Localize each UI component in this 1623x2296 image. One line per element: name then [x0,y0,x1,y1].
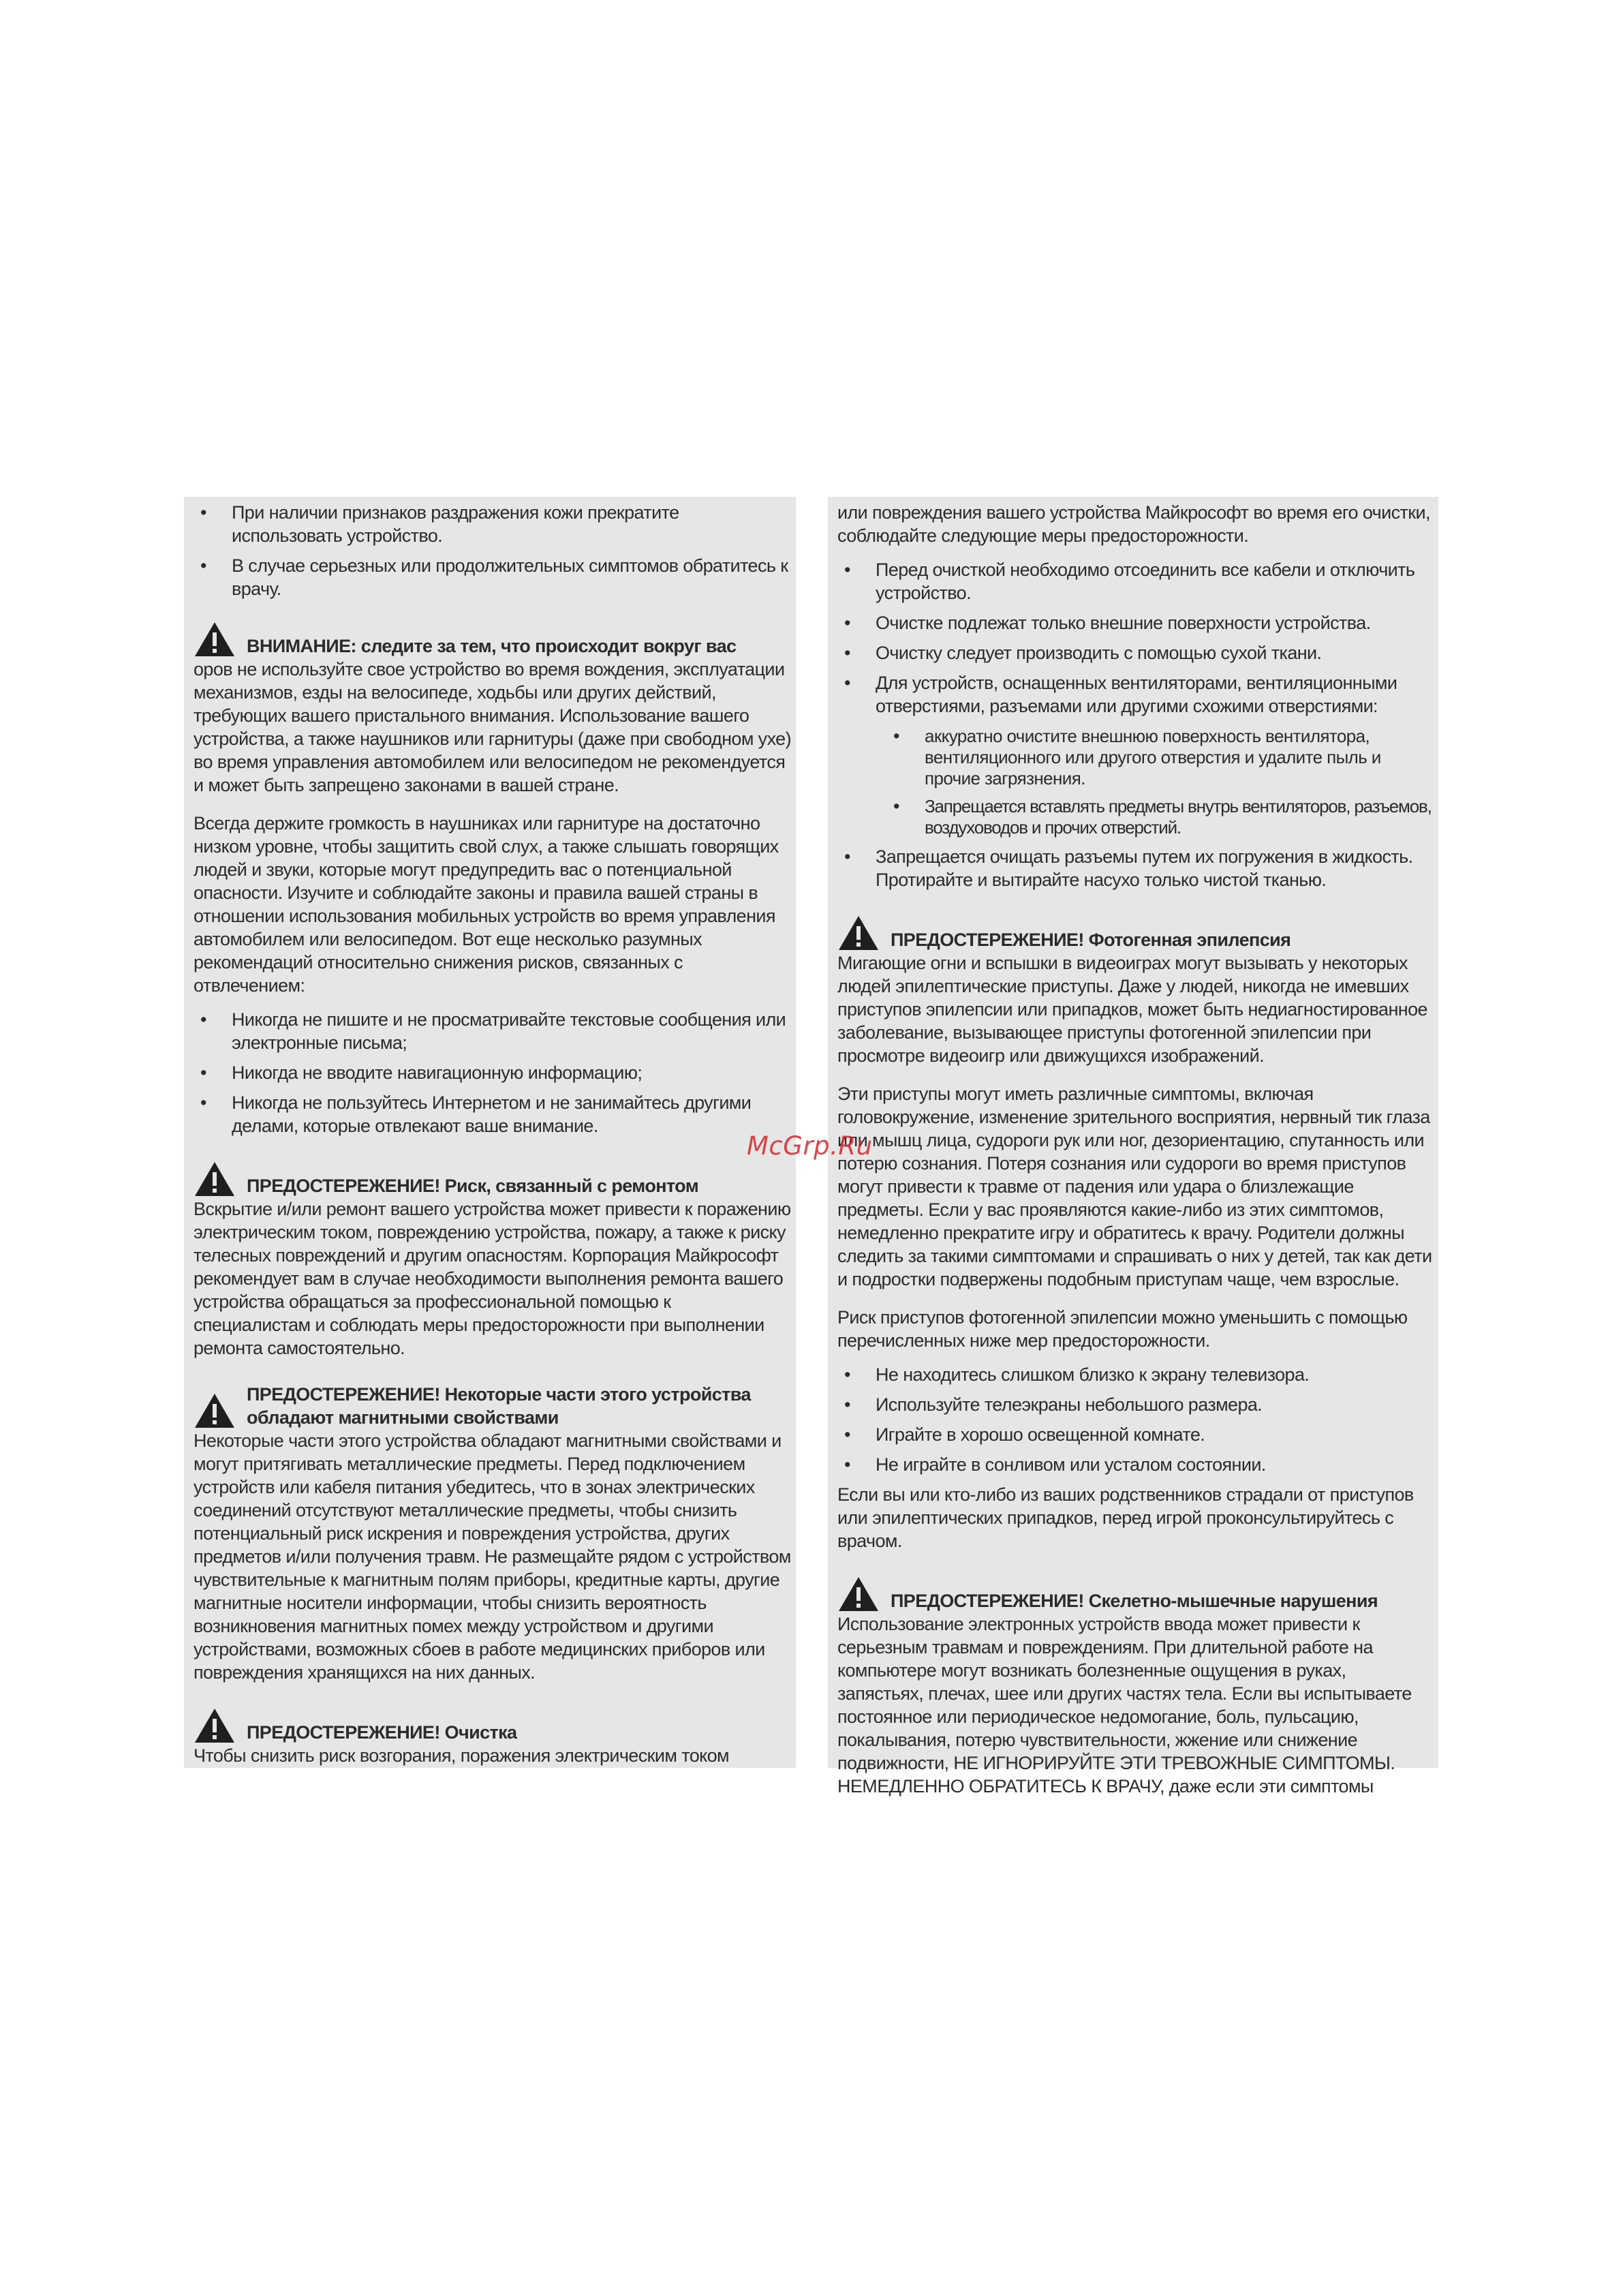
magnetic-paragraph: Некоторые части этого устройства обладают магнитными свойствами и могут притягивать металлические предметы. Перед подключением устройств или кабеля питания убедитесь, что в зонах электрических соединений отсутствуют металлические предметы, чтобы снизить потенциальный риск искрения и повреждения устройства, других предметов и/или получения травм. Не размещайте рядом с устройством чувствительные к магнитным полям приборы, кредитные карты, другие магнитные носители информации, чтобы снизить вероятность возникновения магнитных помех между устройством и другими устройствами, возможных сбоев в работе медицинских приборов или повреждения хранящихся на них данных. [194,1430,791,1683]
epilepsy-paragraph: Если вы или кто-либо из ваших родственников страдали от приступов или эпилептических припадков, перед игрой проконсультируйтесь с врачом. [837,1484,1414,1551]
warning-triangle-icon [837,915,880,951]
list-item: • Перед очисткой необходимо отсоединить все кабели и отключить устройство. [837,558,1434,604]
epilepsy-heading: ПРЕДОСТЕРЕЖЕНИЕ! Фотогенная эпилепсия [837,915,1434,951]
list-item: • При наличии признаков раздражения кожи прекратите использовать устройство. [194,501,792,547]
list-item: • Очистке подлежат только внешние поверхности устройства. [837,611,1434,634]
watermark: McGrp.Ru [747,1131,873,1161]
list-item: • Используйте телеэкраны небольшого размера. [837,1393,1434,1416]
list-item: • Не играйте в сонливом или усталом состоянии. [837,1453,1434,1476]
distraction-list [194,1008,792,1137]
right-column [828,497,1438,1796]
list-item: • Играйте в хорошо освещенной комнате. [837,1423,1434,1446]
left-column [184,497,796,1768]
musculoskeletal-heading: ПРЕДОСТЕРЕЖЕНИЕ! Скелетно-мышечные нарушения [837,1576,1434,1612]
nested-list-item: • аккуратно очистите внешнюю поверхность вентилятора, вентиляционного или другого отверстия и удалите пыль и прочие загрязнения. [886,726,1434,789]
attention-paragraph: Всегда держите громкость в наушниках или гарнитуре на достаточно низком уровне, чтобы защитить свой слух, а также слышать говорящих людей и звуки, которые могут предупредить вас о потенциальной опасности. Изучите и соблюдайте законы и правила вашей страны в отношении использования мобильных устройств во время управления автомобилем или велосипедом. Вот еще несколько разумных рекомендаций относительно снижения рисков, связанных с отвлечением: [194,813,779,996]
list-item: • В случае серьезных или продолжительных симптомов обратитесь к врачу. [194,554,792,600]
cleaning-heading: ПРЕДОСТЕРЕЖЕНИЕ! Очистка [194,1707,792,1744]
list-item: • Запрещается очищать разъемы путем их погружения в жидкость. Протирайте и вытирайте насухо только чистой тканью. [837,845,1434,891]
warning-triangle-icon [194,621,236,658]
list-item: • Не находитесь слишком близко к экрану телевизора. [837,1363,1434,1386]
list-item [837,671,1434,838]
attention-paragraph: оров не используйте свое устройство во время вождения, эксплуатации механизмов, езды на велосипеде, ходьбы или других действий, требующих вашего пристального внимания. Использование вашего устройства, а также наушников или гарнитуры (даже при свободном ухе) во время управления автомобилем или велосипедом не рекомендуется и может быть запрещено законами в вашей стране. [194,659,791,795]
repair-paragraph: Вскрытие и/или ремонт вашего устройства может привести к поражению электрическим током, повреждению устройства, пожару, а также к риску телесных повреждений и другим опасностям. Корпорация Майкрософт рекомендует вам в случае необходимости выполнения ремонта вашего устройства обращаться за профессиональной помощью к специалистам и соблюдать меры предосторожности при выполнении ремонта самостоятельно. [194,1199,791,1358]
epilepsy-precautions-list [837,1363,1434,1476]
cleaning-list [837,558,1434,891]
nested-list [886,726,1434,838]
list-item: • Никогда не пользуйтесь Интернетом и не занимайтесь другими делами, которые отвлекают ваше внимание. [194,1091,792,1137]
repair-heading: ПРЕДОСТЕРЕЖЕНИЕ! Риск, связанный с ремонтом [194,1161,792,1197]
warning-triangle-icon [194,1707,236,1744]
warning-triangle-icon [194,1392,236,1429]
magnetic-heading: ПРЕДОСТЕРЕЖЕНИЕ! Некоторые части этого устройства обладают магнитными свойствами [194,1383,792,1429]
list-item: • Никогда не вводите навигационную информацию; [194,1061,792,1084]
musculoskeletal-paragraph: Использование электронных устройств ввода может привести к серьезным травмам и повреждениям. При длительной работе на компьютере могут возникать болезненные ощущения в руках, запястьях, плечах, шее или других частях тела. Если вы испытываете постоянное или периодическое недомогание, боль, пульсацию, покалывания, потерю чувствительности, жжение или снижение подвижности, НЕ ИГНОРИРУЙТЕ ЭТИ ТРЕВОЖНЫЕ СИМПТОМЫ. НЕМЕДЛЕННО ОБРАТИТЕСЬ К ВРАЧУ, даже если эти симптомы [837,1614,1412,1796]
list-item: • Никогда не пишите и не просматривайте текстовые сообщения или электронные письма; [194,1008,792,1054]
warning-triangle-icon [837,1576,880,1612]
nested-list-item: • Запрещается вставлять предметы внутрь вентиляторов, разъемов, воздуховодов и прочих отверстий. [886,796,1434,838]
warning-triangle-icon [194,1161,236,1197]
attention-heading: ВНИМАНИЕ: следите за тем, что происходит вокруг вас [194,621,792,658]
list-item-text: Для устройств, оснащенных вентиляторами, вентиляционными отверстиями, разъемами или другими схожими отверстиями: [876,673,1397,716]
skin-irritation-list [194,501,792,600]
cleaning-continuation: или повреждения вашего устройства Майкрософт во время его очистки, соблюдайте следующие меры предосторожности. [837,502,1430,546]
list-item: • Очистку следует производить с помощью сухой ткани. [837,641,1434,664]
epilepsy-paragraph: Эти приступы могут иметь различные симптомы, включая головокружение, изменение зрительного восприятия, нервный тик глаза или мышц лица, судороги рук или ног, дезориентацию, спутанность или потерю сознания. Потеря сознания или судороги во время приступов могут привести к травме от падения или удара о близлежащие предметы. Если у вас проявляются какие-либо из этих симптомов, немедленно прекратите игру и обратитесь к врачу. Родители должны следить за такими симптомами и спрашивать о них у детей, так как дети и подростки подвержены подобным приступам чаще, чем взрослые. [837,1084,1432,1289]
epilepsy-paragraph: Мигающие огни и вспышки в видеоиграх могут вызывать у некоторых людей эпилептические приступы. Даже у людей, никогда не имевших приступов эпилепсии или припадков, может быть недиагностированное заболевание, вызывающее приступы фотогенной эпилепсии при просмотре видеоигр или движущихся изображений. [837,953,1427,1066]
cleaning-paragraph: Чтобы снизить риск возгорания, поражения электрическим током [194,1745,730,1766]
epilepsy-paragraph: Риск приступов фотогенной эпилепсии можно уменьшить с помощью перечисленных ниже мер предосторожности. [837,1307,1408,1351]
